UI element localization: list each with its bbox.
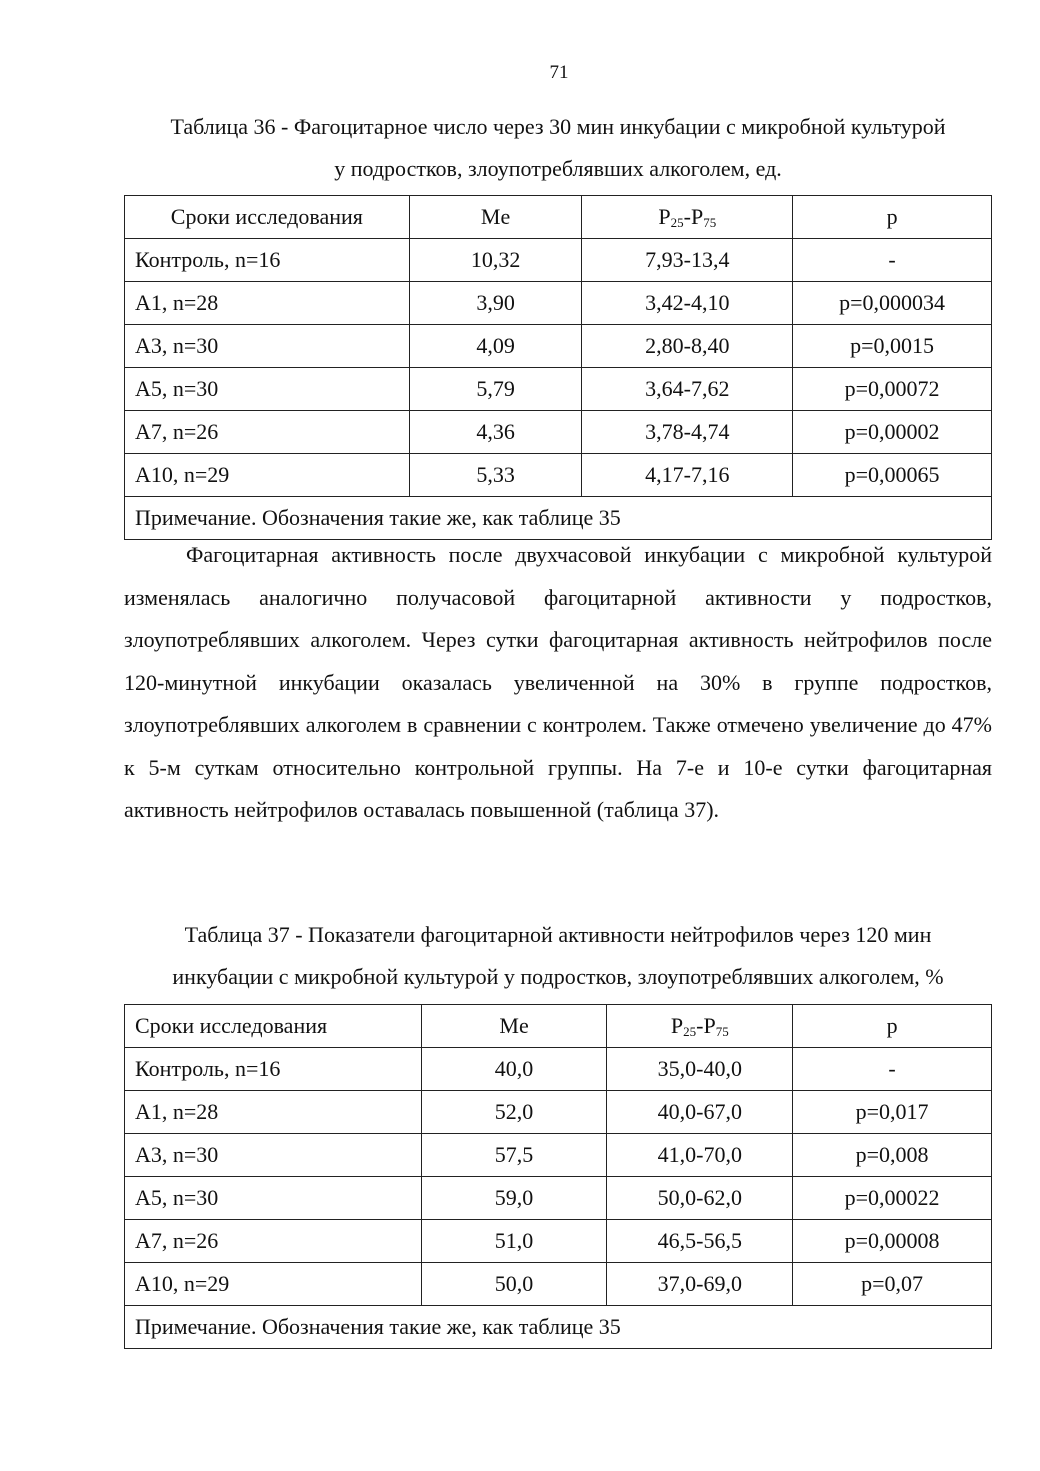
- table-row: [125, 239, 992, 282]
- cell-me: 50,0: [421, 1263, 607, 1306]
- cell-p: p=0,00008: [793, 1220, 992, 1263]
- header-percentile: [607, 1005, 793, 1048]
- cell-period: А1, n=28: [125, 282, 410, 325]
- cell-p: -: [793, 239, 992, 282]
- table-row: [125, 411, 992, 454]
- cell-range: 3,64-7,62: [582, 368, 793, 411]
- table-note-row: [125, 1306, 992, 1349]
- table-row: [125, 282, 992, 325]
- cell-range: 37,0-69,0: [607, 1263, 793, 1306]
- cell-period: А10, n=29: [125, 1263, 422, 1306]
- header-p-sub2: 75: [703, 214, 717, 230]
- caption-line: у подростков, злоупотреблявших алкоголем, ед.: [334, 156, 782, 181]
- cell-me: 10,32: [409, 239, 582, 282]
- table-row: [125, 1177, 992, 1220]
- cell-period: А3, n=30: [125, 1134, 422, 1177]
- caption-line: Таблица 37 - Показатели фагоцитарной активности нейтрофилов через 120 мин: [184, 922, 932, 947]
- table-header-row: [125, 196, 992, 239]
- cell-me: 5,33: [409, 454, 582, 497]
- table-row: [125, 1134, 992, 1177]
- header-p-dash: -P: [696, 1012, 716, 1038]
- cell-range: 7,93-13,4: [582, 239, 793, 282]
- cell-range: 3,78-4,74: [582, 411, 793, 454]
- header-percentile: [582, 196, 793, 239]
- header-p-sub1: 25: [670, 214, 684, 230]
- table-36: [124, 195, 992, 540]
- header-p-dash: -P: [683, 203, 704, 229]
- header-p-prefix: P: [658, 203, 671, 229]
- header-p-sub1: 25: [683, 1023, 697, 1039]
- cell-p: p=0,008: [793, 1134, 992, 1177]
- cell-me: 4,36: [409, 411, 582, 454]
- cell-p: p=0,0015: [793, 325, 992, 368]
- cell-range: 41,0-70,0: [607, 1134, 793, 1177]
- cell-me: 3,90: [409, 282, 582, 325]
- table-note: Примечание. Обозначения такие же, как таблице 35: [125, 497, 992, 540]
- cell-p: p=0,00065: [793, 454, 992, 497]
- table-37: [124, 1004, 992, 1349]
- table-header-row: [125, 1005, 992, 1048]
- cell-p: p=0,07: [793, 1263, 992, 1306]
- table-row: [125, 1263, 992, 1306]
- cell-period: А5, n=30: [125, 1177, 422, 1220]
- cell-range: 4,17-7,16: [582, 454, 793, 497]
- cell-range: 35,0-40,0: [607, 1048, 793, 1091]
- header-me: Me: [409, 196, 582, 239]
- cell-period: А7, n=26: [125, 1220, 422, 1263]
- table-row: [125, 1048, 992, 1091]
- cell-me: 52,0: [421, 1091, 607, 1134]
- table-row: [125, 454, 992, 497]
- cell-me: 51,0: [421, 1220, 607, 1263]
- cell-p: p=0,000034: [793, 282, 992, 325]
- cell-period: А5, n=30: [125, 368, 410, 411]
- header-period: Сроки исследования: [125, 1005, 422, 1048]
- cell-p: p=0,00072: [793, 368, 992, 411]
- header-p-value: p: [793, 1005, 992, 1048]
- cell-range: 46,5-56,5: [607, 1220, 793, 1263]
- cell-range: 50,0-62,0: [607, 1177, 793, 1220]
- cell-range: 40,0-67,0: [607, 1091, 793, 1134]
- header-period: Сроки исследования: [125, 196, 410, 239]
- cell-p: p=0,017: [793, 1091, 992, 1134]
- header-p-sub2: 75: [715, 1023, 729, 1039]
- cell-me: 57,5: [421, 1134, 607, 1177]
- cell-period: А10, n=29: [125, 454, 410, 497]
- table-37-caption: [124, 914, 992, 998]
- cell-period: Контроль, n=16: [125, 1048, 422, 1091]
- table-row: [125, 325, 992, 368]
- header-p-prefix: P: [670, 1012, 684, 1038]
- cell-p: p=0,00002: [793, 411, 992, 454]
- cell-period: Контроль, n=16: [125, 239, 410, 282]
- header-me: Me: [421, 1005, 607, 1048]
- caption-line: инкубации с микробной культурой у подростков, злоупотреблявших алкоголем, %: [172, 964, 944, 989]
- page-number: 71: [549, 62, 569, 83]
- cell-p: p=0,00022: [793, 1177, 992, 1220]
- cell-period: А1, n=28: [125, 1091, 422, 1134]
- cell-period: А7, n=26: [125, 411, 410, 454]
- cell-range: 2,80-8,40: [582, 325, 793, 368]
- cell-me: 40,0: [421, 1048, 607, 1091]
- body-paragraph: Фагоцитарная активность после двухчасовой инкубации с микробной культурой изменялась аналогично получасовой фагоцитарной активности у подростков, злоупотреблявших алкоголем. Через сутки фагоцитарная активность нейтрофилов после 120-минутной инкубации оказалась увеличенной на 30% в группе подростков, злоупотреблявших алкоголем в сравнении с контролем. Также отмечено увеличение до 47% к 5-м суткам относительно контрольной группы. На 7-е и 10-е сутки фагоцитарная активность нейтрофилов оставалась повышенной (таблица 37).: [124, 542, 992, 822]
- cell-me: 59,0: [421, 1177, 607, 1220]
- cell-p: -: [793, 1048, 992, 1091]
- table-row: [125, 1091, 992, 1134]
- cell-me: 5,79: [409, 368, 582, 411]
- cell-range: 3,42-4,10: [582, 282, 793, 325]
- caption-line: Таблица 36 - Фагоцитарное число через 30 мин инкубации с микробной культурой: [170, 114, 946, 139]
- cell-me: 4,09: [409, 325, 582, 368]
- table-row: [125, 368, 992, 411]
- header-p-value: p: [793, 196, 992, 239]
- table-row: [125, 1220, 992, 1263]
- table-note: Примечание. Обозначения такие же, как таблице 35: [125, 1306, 992, 1349]
- cell-period: А3, n=30: [125, 325, 410, 368]
- table-36-caption: [124, 106, 992, 190]
